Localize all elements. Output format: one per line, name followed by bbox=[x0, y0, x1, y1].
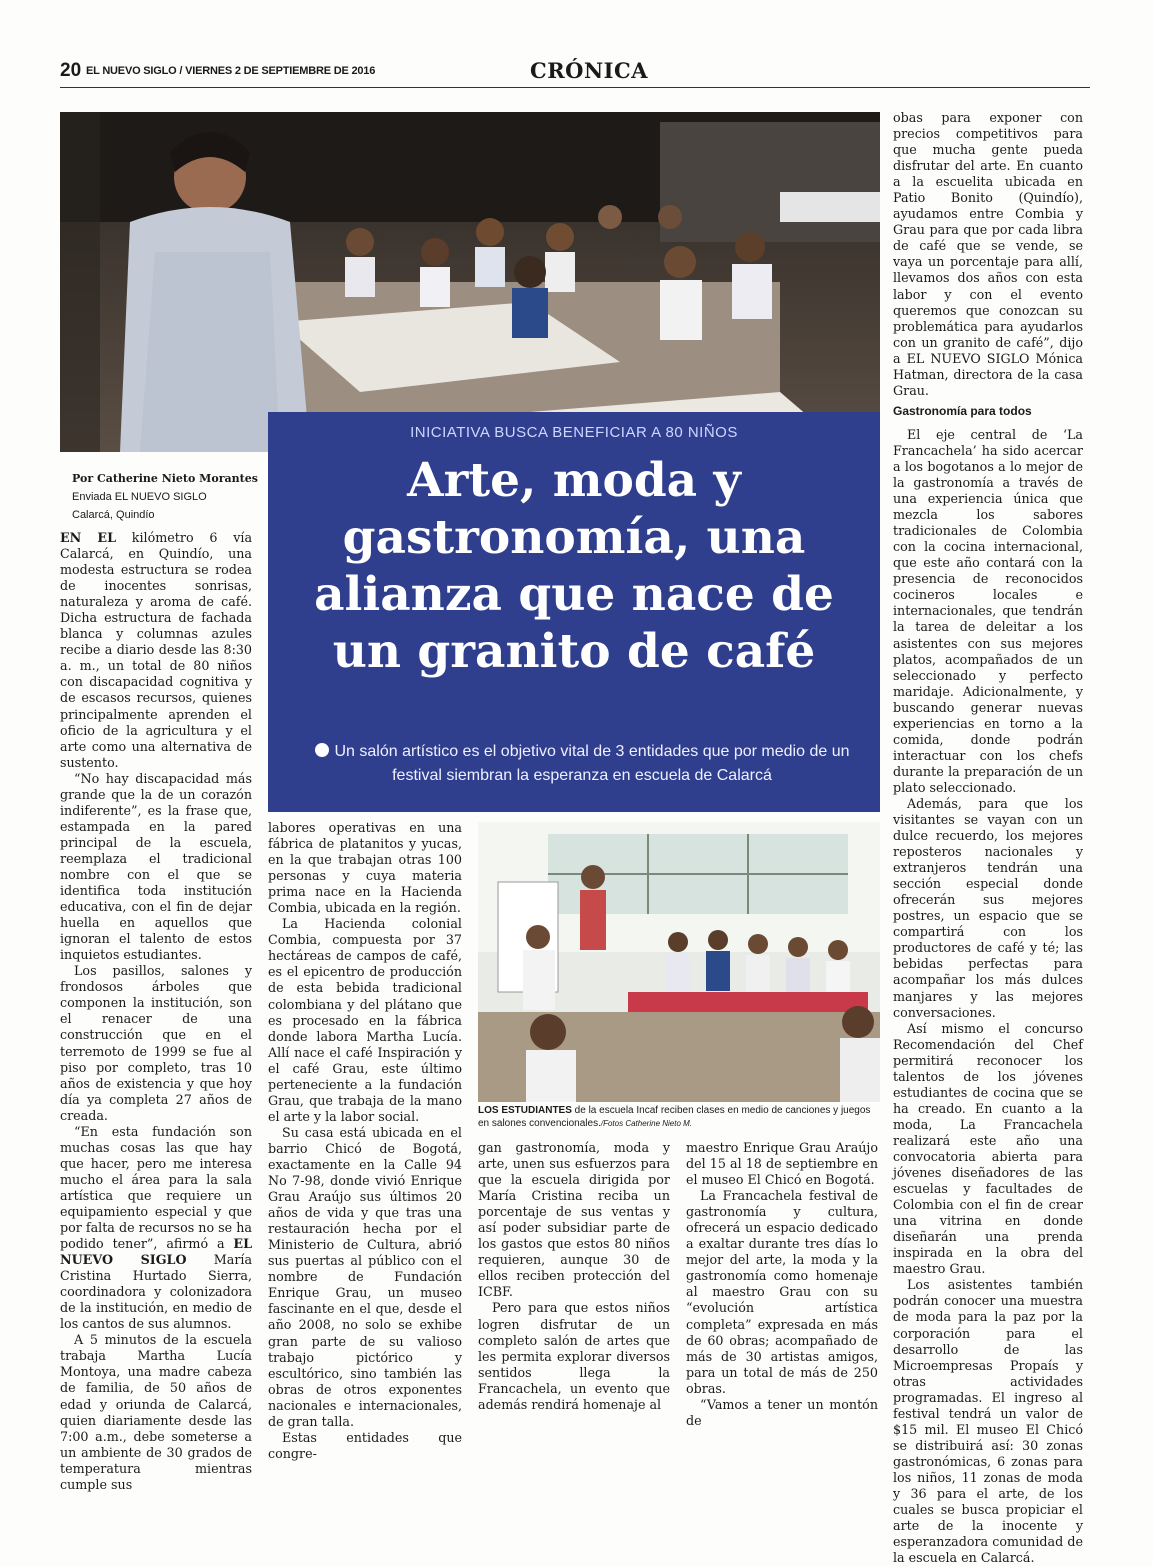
publication-line: EL NUEVO SIGLO / VIERNES 2 DE SEPTIEMBRE DE 2016 bbox=[86, 65, 376, 77]
paragraph: Los pasillos, salones y frondosos árboles que componen la institución, son el renacer de una construcción que en el terremoto de 1999 se fue al piso por completo, tras 10 años de existencia y que hoy día ya completa 27 años de creada. bbox=[60, 963, 252, 1123]
byline-place: Calarcá, Quindío bbox=[72, 509, 155, 521]
subheadline bbox=[294, 740, 870, 788]
paragraph: Pero para que estos niños logren disfrutar de un completo salón de artes que les permita explorar diversos sentidos llega la Francachela, un evento que además rendirá homenaje al bbox=[478, 1300, 670, 1412]
header-rule bbox=[60, 87, 1090, 88]
paragraph: Los asistentes también podrán conocer una muestra de moda para la paz por la corporación para el desarrollo de las Microempresas Propaís y otras actividades programadas. El ingreso al festival tendrá un valor de $15 mil. El museo El Chicó se distribuirá así: 30 zonas gastronómicas, 6 zonas para los niños, 11 zonas de moda y 36 para el arte, de los cuales se busca propiciar el arte de la inocente y esperanzadora comunidad de la escuela en Calarcá. bbox=[893, 1277, 1083, 1566]
paragraph: El eje central de ‘La Francachela’ ha sido acercar a los bogotanos a lo mejor de la gastronomía a través de una experiencia única que mezcla los sabores tradicionales de Colombia con la cocina internacional, que este año contará con la presencia de reconocidos cocineros locales e internacionales, que tendrán la tarea de deleitar a los asistentes con sus mejores platos, acompañados de un seleccionado y perfecto maridaje. Adicionalmente, y buscando generar nuevas experiencias en torno a la comida, donde podrán interactuar con los chefs durante la preparación de un plato seleccionado. bbox=[893, 426, 1083, 795]
byline bbox=[72, 470, 262, 524]
headline-line: gastronomía, una bbox=[342, 510, 806, 565]
paragraph: “En esta fundación son muchas cosas las que hay que hacer, pero me interesa mucho el área para la sala artística que requiere un equipamiento especial y que por falta de recursos no se ha podido tener”, afirmó a EL NUEVO SIGLO María Cristina Hurtado Sierra, coordinadora y colonizadora de la institución, en medio de los cantos de sus alumnos. bbox=[60, 1123, 253, 1332]
paragraph: gan gastronomía, moda y arte, unen sus esfuerzos para que la escuela dirigida por María Cristina reciba un porcentaje de sus ventas y así poder subsidiar parte de los gastos que estos 80 niños requieren, aunque 30 de ellos reciben protección del ICBF. bbox=[478, 1140, 670, 1300]
paragraph: “Vamos a tener un montón de bbox=[686, 1396, 878, 1428]
article-column-4 bbox=[686, 1140, 878, 1429]
page-header bbox=[60, 60, 1090, 84]
article-column-2 bbox=[268, 820, 462, 1462]
kicker: INICIATIVA BUSCA BENEFICIAR A 80 NIÑOS bbox=[410, 424, 738, 441]
article-column-3 bbox=[478, 1140, 670, 1413]
headline bbox=[278, 452, 870, 680]
photo-credit: /Fotos Catherine Nieto M. bbox=[600, 1119, 693, 1128]
byline-role: Enviada EL NUEVO SIGLO bbox=[72, 491, 207, 503]
paragraph: “No hay discapacidad más grande que la de un corazón indiferente”, es la frase que, estampada en la pared principal de la escuela, reemplaza el tradicional nombre con el que se identifica toda institución educativa, con el fin de dejar huella en aquellos que ignoran el talento de estos inquietos estudiantes. bbox=[60, 770, 252, 963]
photo-caption bbox=[478, 1104, 882, 1130]
headline-line: un granito de café bbox=[332, 624, 816, 679]
paragraph: Su casa está ubicada en el barrio Chicó de Bogotá, exactamente en la Calle 94 No 7-98, donde vivió Enrique Grau Araújo sus últimos 20 años de vida y que tras una restauración hecha por el Ministerio de Cultura, abrió sus puertas al público con el nombre de Fundación Enrique Grau, un museo fascinante en el que, desde el año 2008, no solo se exhibe gran parte de su valioso trabajo pictórico y escultórico, sino también las obras de otros exponentes nacionales e internacionales, de gran talla. bbox=[268, 1124, 462, 1429]
lead-in: EN EL bbox=[60, 530, 117, 545]
byline-author: Por Catherine Nieto Morantes bbox=[72, 472, 258, 485]
article-column-5 bbox=[893, 110, 1083, 1566]
section-subheading: Gastronomía para todos bbox=[893, 403, 1032, 418]
headline-banner bbox=[268, 412, 880, 812]
subheadline-text: Un salón artístico es el objetivo vital de 3 entidades que por medio de un festival siembran la esperanza en escuela de Calarcá bbox=[334, 743, 850, 784]
paragraph: EN EL kilómetro 6 vía Calarcá, en Quindío, una modesta estructura se rodea de inocentes sonrisas, naturaleza y aroma de café. Dicha estructura de fachada blanca y columnas azules recibe a diario desde las 8:30 a. m., un total de 80 niños con discapacidad cognitiva y de escasos recursos, quienes principalmente aprenden el oficio de la agricultura y el arte como una alternativa de sustento. bbox=[60, 530, 253, 770]
headline-line: alianza que nace de bbox=[314, 567, 834, 622]
page-number: 20 bbox=[60, 60, 82, 81]
paragraph: obas para exponer con precios competitivos para que mucha gente pueda disfrutar del arte. En cuanto a la escuelita ubicada en Patio Bonito (Quindío), ayudamos entre Combia y Grau para que por cada libra de café que se vende, se vaya un porcentaje para allí, llevamos dos años con esta labor y con el evento queremos que conozcan su problemática para ayudarlos con un granito de café”, dijo a EL NUEVO SIGLO Mónica Hatman, directora de la casa Grau. bbox=[893, 110, 1083, 398]
paragraph: Estas entidades que congre- bbox=[268, 1429, 462, 1461]
paragraph: La Hacienda colonial Combia, compuesta por 37 hectáreas de campos de café, es el epicentro de producción de esta bebida tradicional colombiana y del plátano que es procesado en la fábrica donde labora Martha Lucía. Allí nace el café Inspiración y el café Grau, este último perteneciente a la fundación Grau, que trabaja de la mano el arte y la labor social. bbox=[268, 916, 462, 1124]
paragraph: maestro Enrique Grau Araújo del 15 al 18 de septiembre en el museo El Chicó en Bogotá. bbox=[686, 1140, 878, 1188]
publication-mention: EL NUEVO SIGLO bbox=[60, 1236, 252, 1268]
article-column-1 bbox=[60, 530, 252, 1493]
headline-line: Arte, moda y bbox=[407, 453, 741, 508]
bullet-icon bbox=[315, 743, 329, 757]
classroom-photo bbox=[60, 112, 880, 452]
paragraph: labores operativas en una fábrica de platanitos y yucas, en la que trabajan otras 100 personas y cuya materia prima nace en la Hacienda Combia, ubicada en la región. bbox=[268, 820, 462, 916]
paragraph: La Francachela festival de gastronomía y cultura, ofrecerá un espacio dedicado a exaltar durante tres días lo mejor del arte, la moda y la gastronomía como homenaje al maestro Grau con su “evolución artística completa” expresada en más de 60 obras; acompañado de más de 30 artistas amigos, para un total de más de 250 obras. bbox=[686, 1188, 878, 1396]
caption-lead: LOS ESTUDIANTES bbox=[478, 1105, 572, 1116]
paragraph: Así mismo el concurso Recomendación del Chef permitirá reconocer los talentos de los jóvenes estudiantes de cocina que se ha creado. En cuanto a la moda, La Francachela realizará este año una convocatoria abierta para jóvenes diseñadores de las escuelas y facultades de Colombia con el fin de crear una vitrina en donde diseñarán una prenda inspirada en la obra del maestro Grau. bbox=[893, 1020, 1083, 1277]
students-photo bbox=[478, 822, 880, 1102]
paragraph: Además, para que los visitantes se vayan con un dulce recuerdo, los mejores reposteros nacionales y extranjeros tendrán una sección especial donde ofrecerán sus mejores postres, un espacio que se compartirá con los productores de café y té; las bebidas perfectas para acompañar los más dulces manjares y las mejores conversaciones. bbox=[893, 795, 1083, 1020]
section-title: CRÓNICA bbox=[530, 58, 648, 83]
caption-text: de la escuela Incaf reciben clases en medio de canciones y juegos en salones convencionales. bbox=[478, 1105, 871, 1129]
paragraph: A 5 minutos de la escuela trabaja Martha Lucía Montoya, una madre cabeza de familia, de 50 años de edad y oriunda de Calarcá, quien diariamente desde las 7:00 a.m., debe someterse a un ambiente de 30 grados de temperatura mientras cumple sus bbox=[60, 1332, 252, 1492]
